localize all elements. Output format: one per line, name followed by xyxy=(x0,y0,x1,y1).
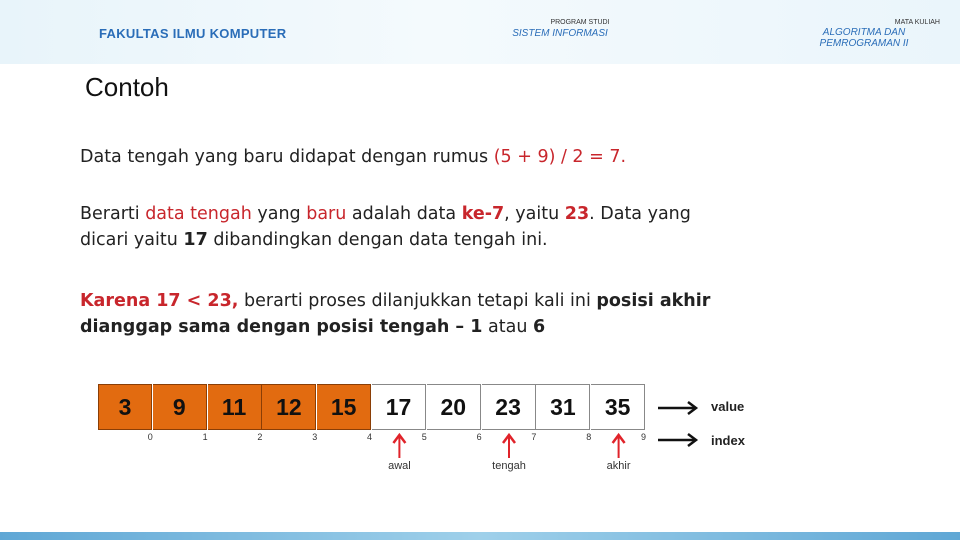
array-index: 7 xyxy=(531,432,537,442)
array-index: 3 xyxy=(312,432,318,442)
paragraph-middle-data xyxy=(80,201,691,253)
array-index: 4 xyxy=(367,432,373,442)
highlight-rule: dianggap sama dengan posisi tengah – 1 xyxy=(80,317,483,337)
paragraph-comparison-line1 xyxy=(80,288,710,314)
slide-title: Contoh xyxy=(85,72,169,102)
text-span: dibandingkan dengan data tengah ini. xyxy=(207,230,548,250)
text-span: . Data yang xyxy=(589,204,691,224)
array-index: 5 xyxy=(421,432,427,442)
highlight-comparison: Karena 17 < 23, xyxy=(80,291,239,311)
array-index: 2 xyxy=(257,432,263,442)
array-cell: 11 xyxy=(208,384,262,430)
array-cell: 17 xyxy=(372,384,426,430)
text-span: , yaitu xyxy=(504,204,565,224)
highlight-ke-7: ke-7 xyxy=(461,204,505,224)
program-name: SISTEM INFORMASI xyxy=(512,28,608,39)
footer-bar xyxy=(0,532,960,540)
formula-text: Data tengah yang baru didapat dengan rumus xyxy=(80,147,494,167)
paragraph-middle-line2 xyxy=(80,227,691,253)
highlight-baru: baru xyxy=(306,204,347,224)
text-span: atau xyxy=(482,317,533,337)
text-span: berarti proses dilanjukkan tetapi kali ini xyxy=(238,291,597,311)
array-index: 1 xyxy=(202,432,208,442)
course-name-line2: PEMROGRAMAN II xyxy=(819,38,909,49)
highlight-17: 17 xyxy=(183,230,208,250)
array-cell: 23 xyxy=(482,384,536,430)
paragraph-comparison-line2 xyxy=(80,314,710,340)
highlight-23: 23 xyxy=(564,204,590,224)
marker-label-tengah: tengah xyxy=(492,460,526,472)
array-cell: 20 xyxy=(427,384,481,430)
formula-expression: (5 + 9) / 2 = 7. xyxy=(493,147,627,167)
array-index: 8 xyxy=(586,432,592,442)
paragraph-middle-line1 xyxy=(80,201,691,227)
array-cell: 12 xyxy=(262,384,316,430)
array-cell: 9 xyxy=(153,384,207,430)
index-label: index xyxy=(711,433,745,448)
paragraph-formula xyxy=(80,144,626,170)
course-name-line1: ALGORITMA DAN xyxy=(822,27,906,38)
marker-label-awal: awal xyxy=(388,460,411,472)
marker-label-akhir: akhir xyxy=(606,460,631,472)
text-span: dicari yaitu xyxy=(80,230,184,250)
faculty-name: FAKULTAS ILMU KOMPUTER xyxy=(99,26,287,41)
array-cell: 3 xyxy=(98,384,152,430)
header-banner xyxy=(0,0,960,64)
array-cell: 35 xyxy=(591,384,645,430)
highlight-posisi-akhir: posisi akhir xyxy=(596,291,711,311)
course-label: MATA KULIAH xyxy=(894,19,940,26)
array-index: 6 xyxy=(476,432,482,442)
array-cell: 31 xyxy=(536,384,590,430)
highlight-data-tengah: data tengah xyxy=(145,204,252,224)
array-index: 0 xyxy=(147,432,153,442)
array-cell: 15 xyxy=(317,384,371,430)
highlight-6: 6 xyxy=(532,317,546,337)
program-label: PROGRAM STUDI xyxy=(550,19,610,26)
text-span: adalah data xyxy=(346,204,462,224)
value-label: value xyxy=(711,399,745,414)
paragraph-comparison xyxy=(80,288,710,340)
text-span: Berarti xyxy=(80,204,146,224)
array-index: 9 xyxy=(641,432,647,442)
course-name xyxy=(800,27,928,49)
text-span: yang xyxy=(251,204,307,224)
